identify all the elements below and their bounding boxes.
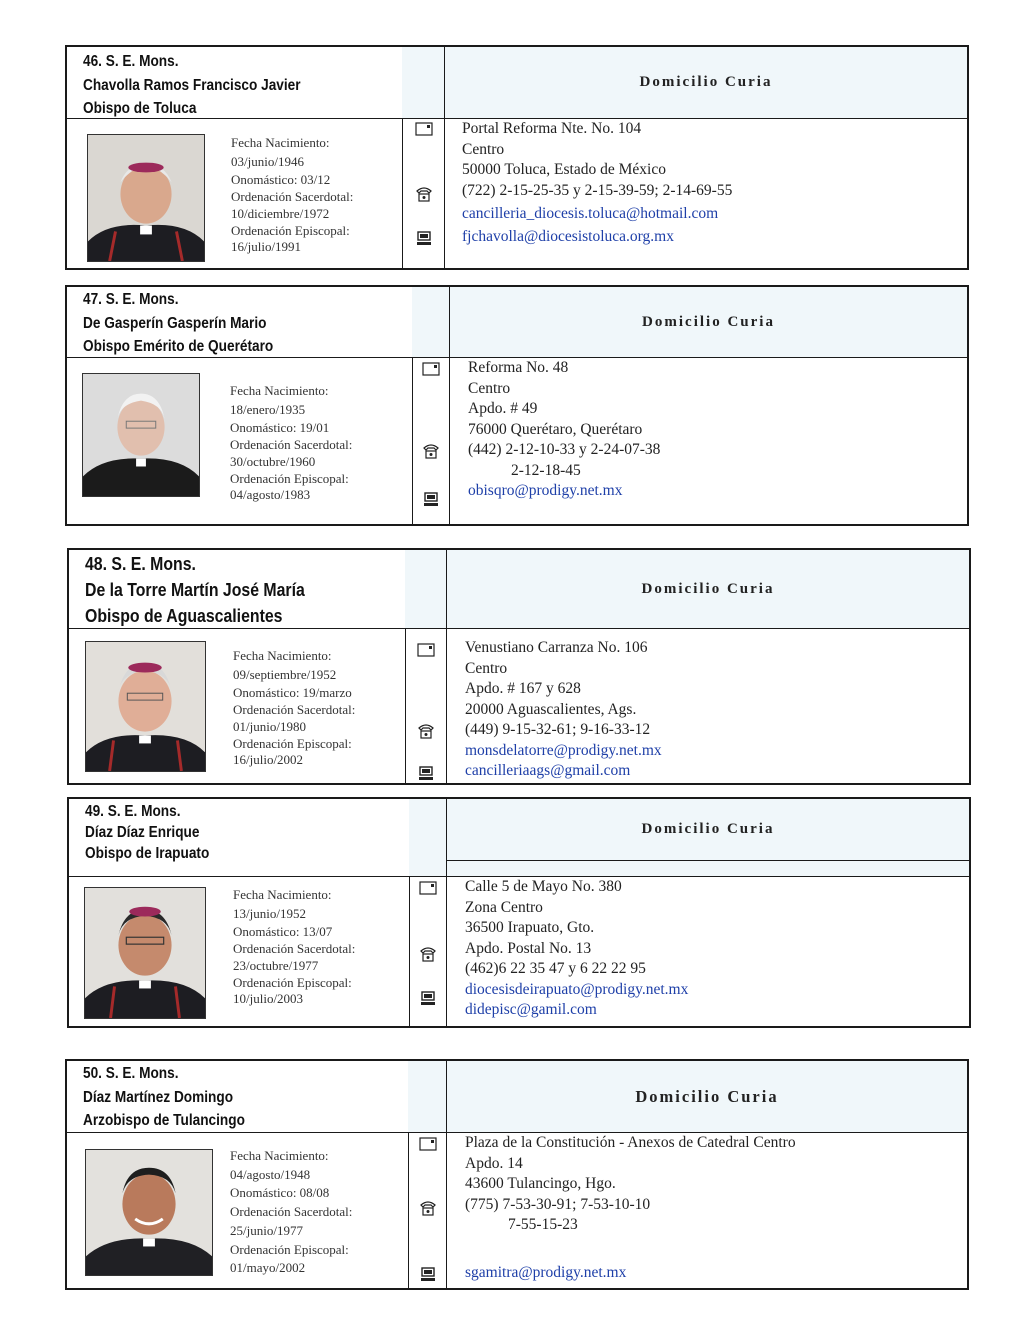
telephone-icon bbox=[417, 723, 435, 744]
section-heading: Domicilio Curia bbox=[447, 1061, 967, 1133]
bishop-name: Díaz Martínez Domingo bbox=[83, 1088, 234, 1106]
phone-numbers: (462)6 22 35 47 y 6 22 22 95 bbox=[465, 960, 646, 977]
bishop-dates: Fecha Nacimiento: 04/agosto/1948 Onomástico: 08/08 Ordenación Sacerdotal: 25/junio/1977 Ordenación Episcopal: 01/mayo/2002 bbox=[230, 1148, 353, 1276]
birth-date: 03/junio/1946 bbox=[231, 153, 304, 169]
bishop-photo bbox=[87, 134, 205, 262]
computer-icon bbox=[419, 766, 433, 786]
entry-number: 46. S. E. Mons. bbox=[83, 53, 179, 70]
bishop-card-47 bbox=[65, 285, 969, 526]
bishop-dates: Fecha Nacimiento: 03/junio/1946 Onomástico: 03/12 Ordenación Sacerdotal: 10/diciembre/1972 Ordenación Episcopal: 16/julio/1991 bbox=[231, 135, 354, 255]
onomastico: Onomástico: 19/marzo bbox=[233, 685, 352, 701]
curia-address: Portal Reforma Nte. No. 104 Centro 50000 Toluca, Estado de México (722) 2-15-25-35 y 2-15-39-59; 2-14-69-55 cancilleria_diocesis.toluca@hotmail.com fjchavolla@diocesistoluca.org.mx bbox=[462, 119, 732, 247]
email-link[interactable]: obisqro@prodigy.net.mx bbox=[468, 482, 623, 499]
telephone-icon bbox=[422, 443, 440, 464]
header-icon-spacer bbox=[408, 1061, 447, 1133]
computer-icon bbox=[421, 991, 435, 1011]
sacerdotal-date: 25/junio/1977 bbox=[230, 1222, 303, 1238]
computer-icon bbox=[424, 492, 438, 512]
entry-number: 49. S. E. Mons. bbox=[85, 803, 181, 820]
bishop-dates: Fecha Nacimiento: 09/septiembre/1952 Onomástico: 19/marzo Ordenación Sacerdotal: 01/junio/1980 Ordenación Episcopal: 16/julio/2002 bbox=[233, 648, 356, 768]
envelope-icon bbox=[422, 362, 440, 381]
email-link[interactable]: monsdelatorre@prodigy.net.mx bbox=[465, 741, 662, 759]
bishop-name: De la Torre Martín José María bbox=[85, 580, 305, 600]
envelope-icon bbox=[419, 881, 437, 900]
onomastico: Onomástico: 03/12 bbox=[231, 172, 331, 188]
section-heading: Domicilio Curia bbox=[447, 550, 969, 629]
bishop-photo bbox=[84, 887, 206, 1019]
bishop-title: Arzobispo de Tulancingo bbox=[83, 1112, 245, 1129]
bishop-card-48 bbox=[67, 548, 971, 785]
phone-numbers-extra: 7-55-15-23 bbox=[508, 1216, 578, 1233]
header-icon-spacer bbox=[405, 550, 447, 629]
contact-icon-column bbox=[412, 358, 450, 526]
curia-address: Venustiano Carranza No. 106 Centro Apdo. # 167 y 628 20000 Aguascalientes, Ags. (449) 9-15-32-61; 9-16-33-12 monsdelatorre@prodigy.net.mx cancilleriaags@gmail.com bbox=[465, 638, 662, 782]
telephone-icon bbox=[415, 186, 433, 207]
bishop-title: Obispo de Irapuato bbox=[85, 845, 210, 862]
header-bottom-band bbox=[447, 861, 969, 877]
phone-numbers: (442) 2-12-10-33 y 2-24-07-38 bbox=[468, 441, 661, 458]
telephone-icon bbox=[419, 1200, 437, 1221]
curia-address: Reforma No. 48 Centro Apdo. # 49 76000 Querétaro, Querétaro (442) 2-12-10-33 y 2-24-07-38 2-12-18-45 obisqro@prodigy.net.mx bbox=[468, 358, 660, 502]
email-link[interactable]: didepisc@gamil.com bbox=[465, 1001, 597, 1018]
card-header-name bbox=[69, 799, 411, 877]
bishop-title: Obispo de Aguascalientes bbox=[85, 606, 283, 626]
envelope-icon bbox=[419, 1137, 437, 1156]
contact-icon-column bbox=[402, 119, 445, 270]
bishop-dates: Fecha Nacimiento: 18/enero/1935 Onomástico: 19/01 Ordenación Sacerdotal: 30/octubre/1960 Ordenación Episcopal: 04/agosto/1983 bbox=[230, 383, 353, 503]
onomastico: Onomástico: 19/01 bbox=[230, 420, 330, 436]
curia-address: Calle 5 de Mayo No. 380 Zona Centro 36500 Irapuato, Gto. Apdo. Postal No. 13 (462)6 22 35 47 y 6 22 22 95 diocesisdeirapuato@prodigy.net.mx didepisc@gamil.com bbox=[465, 877, 688, 1021]
entry-number: 47. S. E. Mons. bbox=[83, 291, 179, 308]
birth-date: 13/junio/1952 bbox=[233, 905, 306, 921]
onomastico: Onomástico: 13/07 bbox=[233, 924, 333, 940]
email-link[interactable]: fjchavolla@diocesistoluca.org.mx bbox=[462, 227, 674, 245]
phone-numbers: (775) 7-53-30-91; 7-53-10-10 bbox=[465, 1195, 651, 1213]
phone-numbers: (449) 9-15-32-61; 9-16-33-12 bbox=[465, 721, 651, 738]
bishop-name: Chavolla Ramos Francisco Javier bbox=[83, 76, 301, 94]
computer-icon bbox=[417, 231, 431, 251]
bishop-photo bbox=[85, 1149, 213, 1276]
telephone-icon bbox=[419, 946, 437, 967]
contact-icon-column bbox=[405, 629, 447, 785]
bishop-title: Obispo de Toluca bbox=[83, 100, 197, 117]
card-header-name bbox=[67, 1061, 410, 1133]
email-link[interactable]: sgamitra@prodigy.net.mx bbox=[465, 1263, 627, 1281]
header-icon-spacer bbox=[412, 287, 450, 358]
sacerdotal-date: 30/octubre/1960 bbox=[230, 453, 316, 469]
header-icon-spacer bbox=[409, 799, 447, 877]
computer-icon bbox=[421, 1267, 435, 1287]
section-heading: Domicilio Curia bbox=[450, 287, 967, 358]
episcopal-date: 16/julio/2002 bbox=[233, 752, 304, 768]
birth-date: 04/agosto/1948 bbox=[230, 1166, 311, 1182]
episcopal-date: 16/julio/1991 bbox=[231, 239, 302, 255]
bishop-dates: Fecha Nacimiento: 13/junio/1952 Onomástico: 13/07 Ordenación Sacerdotal: 23/octubre/1977 Ordenación Episcopal: 10/julio/2003 bbox=[233, 887, 356, 1007]
contact-icon-column bbox=[409, 877, 447, 1028]
header-icon-spacer bbox=[402, 47, 445, 119]
card-header-name bbox=[67, 287, 413, 358]
envelope-icon bbox=[417, 643, 435, 662]
entry-number: 50. S. E. Mons. bbox=[83, 1065, 179, 1082]
birth-date: 18/enero/1935 bbox=[230, 401, 306, 417]
card-header-name bbox=[67, 47, 404, 119]
bishop-card-50 bbox=[65, 1059, 969, 1290]
episcopal-date: 01/mayo/2002 bbox=[230, 1260, 306, 1276]
contact-icon-column bbox=[408, 1133, 447, 1290]
phone-numbers: (722) 2-15-25-35 y 2-15-39-59; 2-14-69-55 bbox=[462, 181, 733, 199]
email-link[interactable]: cancilleria_diocesis.toluca@hotmail.com bbox=[462, 205, 719, 222]
sacerdotal-date: 23/octubre/1977 bbox=[233, 957, 319, 973]
sacerdotal-date: 10/diciembre/1972 bbox=[231, 205, 330, 221]
sacerdotal-date: 01/junio/1980 bbox=[233, 718, 306, 734]
section-heading: Domicilio Curia bbox=[445, 47, 967, 119]
birth-date: 09/septiembre/1952 bbox=[233, 666, 337, 682]
section-heading: Domicilio Curia bbox=[447, 799, 969, 861]
bishop-title: Obispo Emérito de Querétaro bbox=[83, 338, 274, 355]
envelope-icon bbox=[415, 122, 433, 141]
bishop-card-49 bbox=[67, 797, 971, 1028]
entry-number: 48. S. E. Mons. bbox=[85, 554, 196, 574]
episcopal-date: 10/julio/2003 bbox=[233, 991, 304, 1007]
episcopal-date: 04/agosto/1983 bbox=[230, 487, 311, 503]
bishop-name: Díaz Díaz Enrique bbox=[85, 824, 200, 841]
bishop-name: De Gasperín Gasperín Mario bbox=[83, 314, 267, 332]
bishop-card-46 bbox=[65, 45, 969, 270]
email-link[interactable]: cancilleriaags@gmail.com bbox=[465, 762, 631, 779]
phone-numbers-extra: 2-12-18-45 bbox=[511, 461, 581, 479]
bishop-photo bbox=[82, 373, 200, 497]
email-link[interactable]: diocesisdeirapuato@prodigy.net.mx bbox=[465, 980, 689, 998]
card-header-name bbox=[69, 550, 407, 629]
onomastico: Onomástico: 08/08 bbox=[230, 1185, 330, 1201]
curia-address: Plaza de la Constitución - Anexos de Catedral Centro Apdo. 14 43600 Tulancingo, Hgo. (775) 7-53-30-91; 7-53-10-10 7-55-15-23 sgamitra@prodigy.net.mx bbox=[465, 1133, 796, 1283]
bishop-photo bbox=[85, 641, 206, 772]
